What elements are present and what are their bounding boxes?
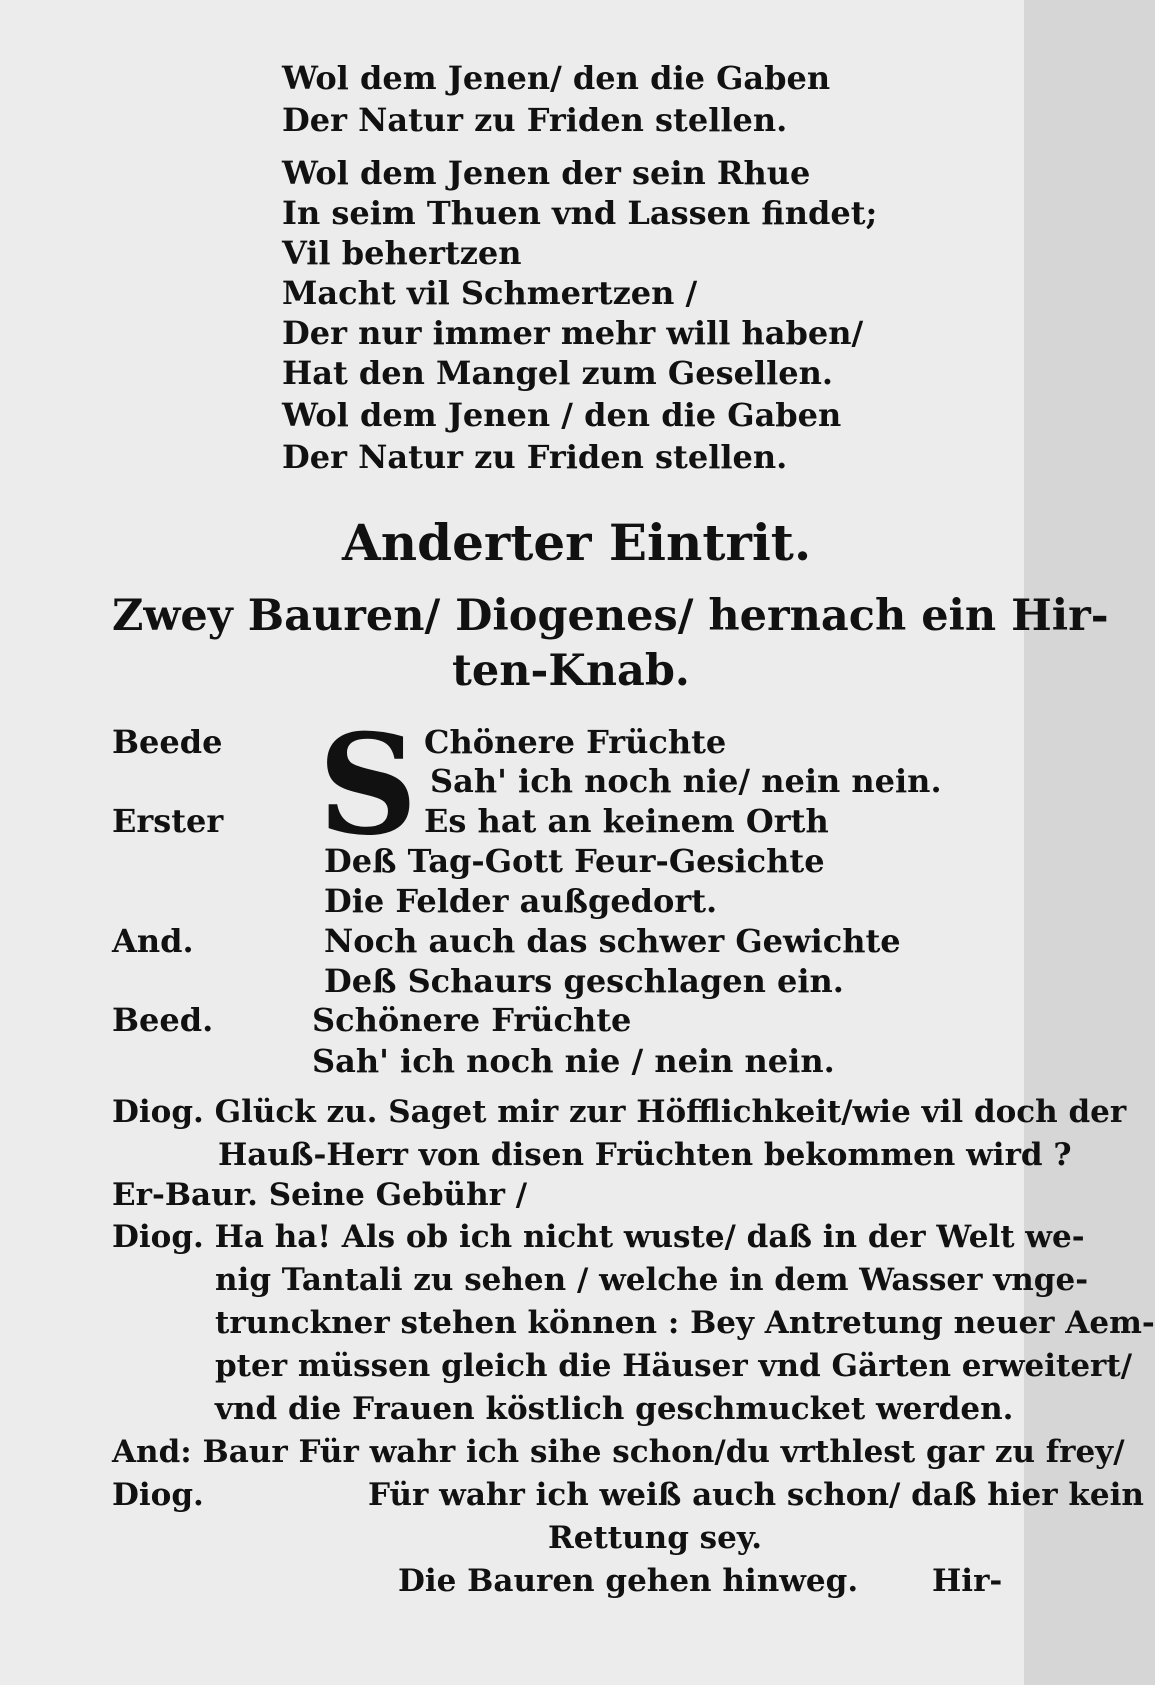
- stage-direction: Die Bauren gehen hinweg.: [398, 1563, 859, 1599]
- song-line: Sah' ich noch nie / nein nein.: [312, 1042, 835, 1080]
- song-line: Es hat an keinem Orth: [424, 802, 829, 840]
- poem-line: Wol dem Jenen der sein Rhue: [282, 154, 811, 192]
- decorated-initial: [312, 703, 422, 866]
- song-line: Die Felder außgedort.: [324, 882, 718, 920]
- scene-subtitle-continued: ten-Knab.: [452, 646, 690, 696]
- decorated-initial-letter: S: [318, 703, 418, 866]
- poem-line: Vil behertzen: [282, 234, 522, 272]
- poem-line: Der Natur zu Friden stellen.: [282, 438, 788, 476]
- speaker-label: Diog.: [112, 1477, 204, 1513]
- dialogue-line: And: Baur Für wahr ich sihe schon/du vrthlest gar zu frey/: [112, 1434, 1125, 1470]
- poem-line: Der nur immer mehr will haben/: [282, 314, 864, 352]
- dialogue-line: Diog. Ha ha! Als ob ich nicht wuste/ daß in der Welt we-: [112, 1219, 1085, 1255]
- poem-line: Der Natur zu Friden stellen.: [282, 101, 788, 139]
- dialogue-line: Rettung sey.: [548, 1520, 763, 1556]
- song-line: Deß Schaurs geschlagen ein.: [324, 962, 844, 1000]
- dialogue-line: Hauß-Herr von disen Früchten bekommen wird ?: [218, 1137, 1072, 1173]
- poem-line: In seim Thuen vnd Lassen findet;: [282, 194, 878, 232]
- song-line: Schönere Früchte: [312, 1001, 632, 1039]
- dialogue-line: vnd die Frauen köstlich geschmucket werden.: [215, 1391, 1014, 1427]
- dialogue-line: pter müssen gleich die Häuser vnd Gärten erweitert/: [215, 1348, 1133, 1384]
- catchword: Hir-: [932, 1563, 1003, 1599]
- dialogue-line: Diog. Glück zu. Saget mir zur Höfflichkeit/wie vil doch der: [112, 1094, 1127, 1130]
- poem-line: Hat den Mangel zum Gesellen.: [282, 354, 834, 392]
- speaker-label: Erster: [112, 802, 224, 840]
- speaker-label: And.: [112, 922, 194, 960]
- song-line: Deß Tag-Gott Feur-Gesichte: [324, 842, 825, 880]
- dialogue-line: Für wahr ich weiß auch schon/ daß hier kein: [368, 1477, 1144, 1513]
- poem-line: Wol dem Jenen/ den die Gaben: [282, 59, 831, 97]
- song-line: Sah' ich noch nie/ nein nein.: [430, 762, 942, 800]
- speaker-label: Beed.: [112, 1001, 214, 1039]
- song-line: Chönere Früchte: [424, 723, 727, 761]
- speaker-label: Beede: [112, 723, 223, 761]
- scene-title: Anderter Eintrit.: [342, 513, 812, 572]
- dialogue-line: Er-Baur. Seine Gebühr /: [112, 1177, 528, 1213]
- poem-line: Wol dem Jenen / den die Gaben: [282, 396, 842, 434]
- dialogue-line: nig Tantali zu sehen / welche in dem Wasser vnge-: [215, 1262, 1089, 1298]
- song-line: Noch auch das schwer Gewichte: [324, 922, 901, 960]
- dialogue-line: trunckner stehen können : Bey Antretung neuer Aem-: [215, 1305, 1155, 1341]
- poem-line: Macht vil Schmertzen /: [282, 274, 698, 312]
- scene-subtitle: Zwey Bauren/ Diogenes/ hernach ein Hir-: [112, 591, 1109, 641]
